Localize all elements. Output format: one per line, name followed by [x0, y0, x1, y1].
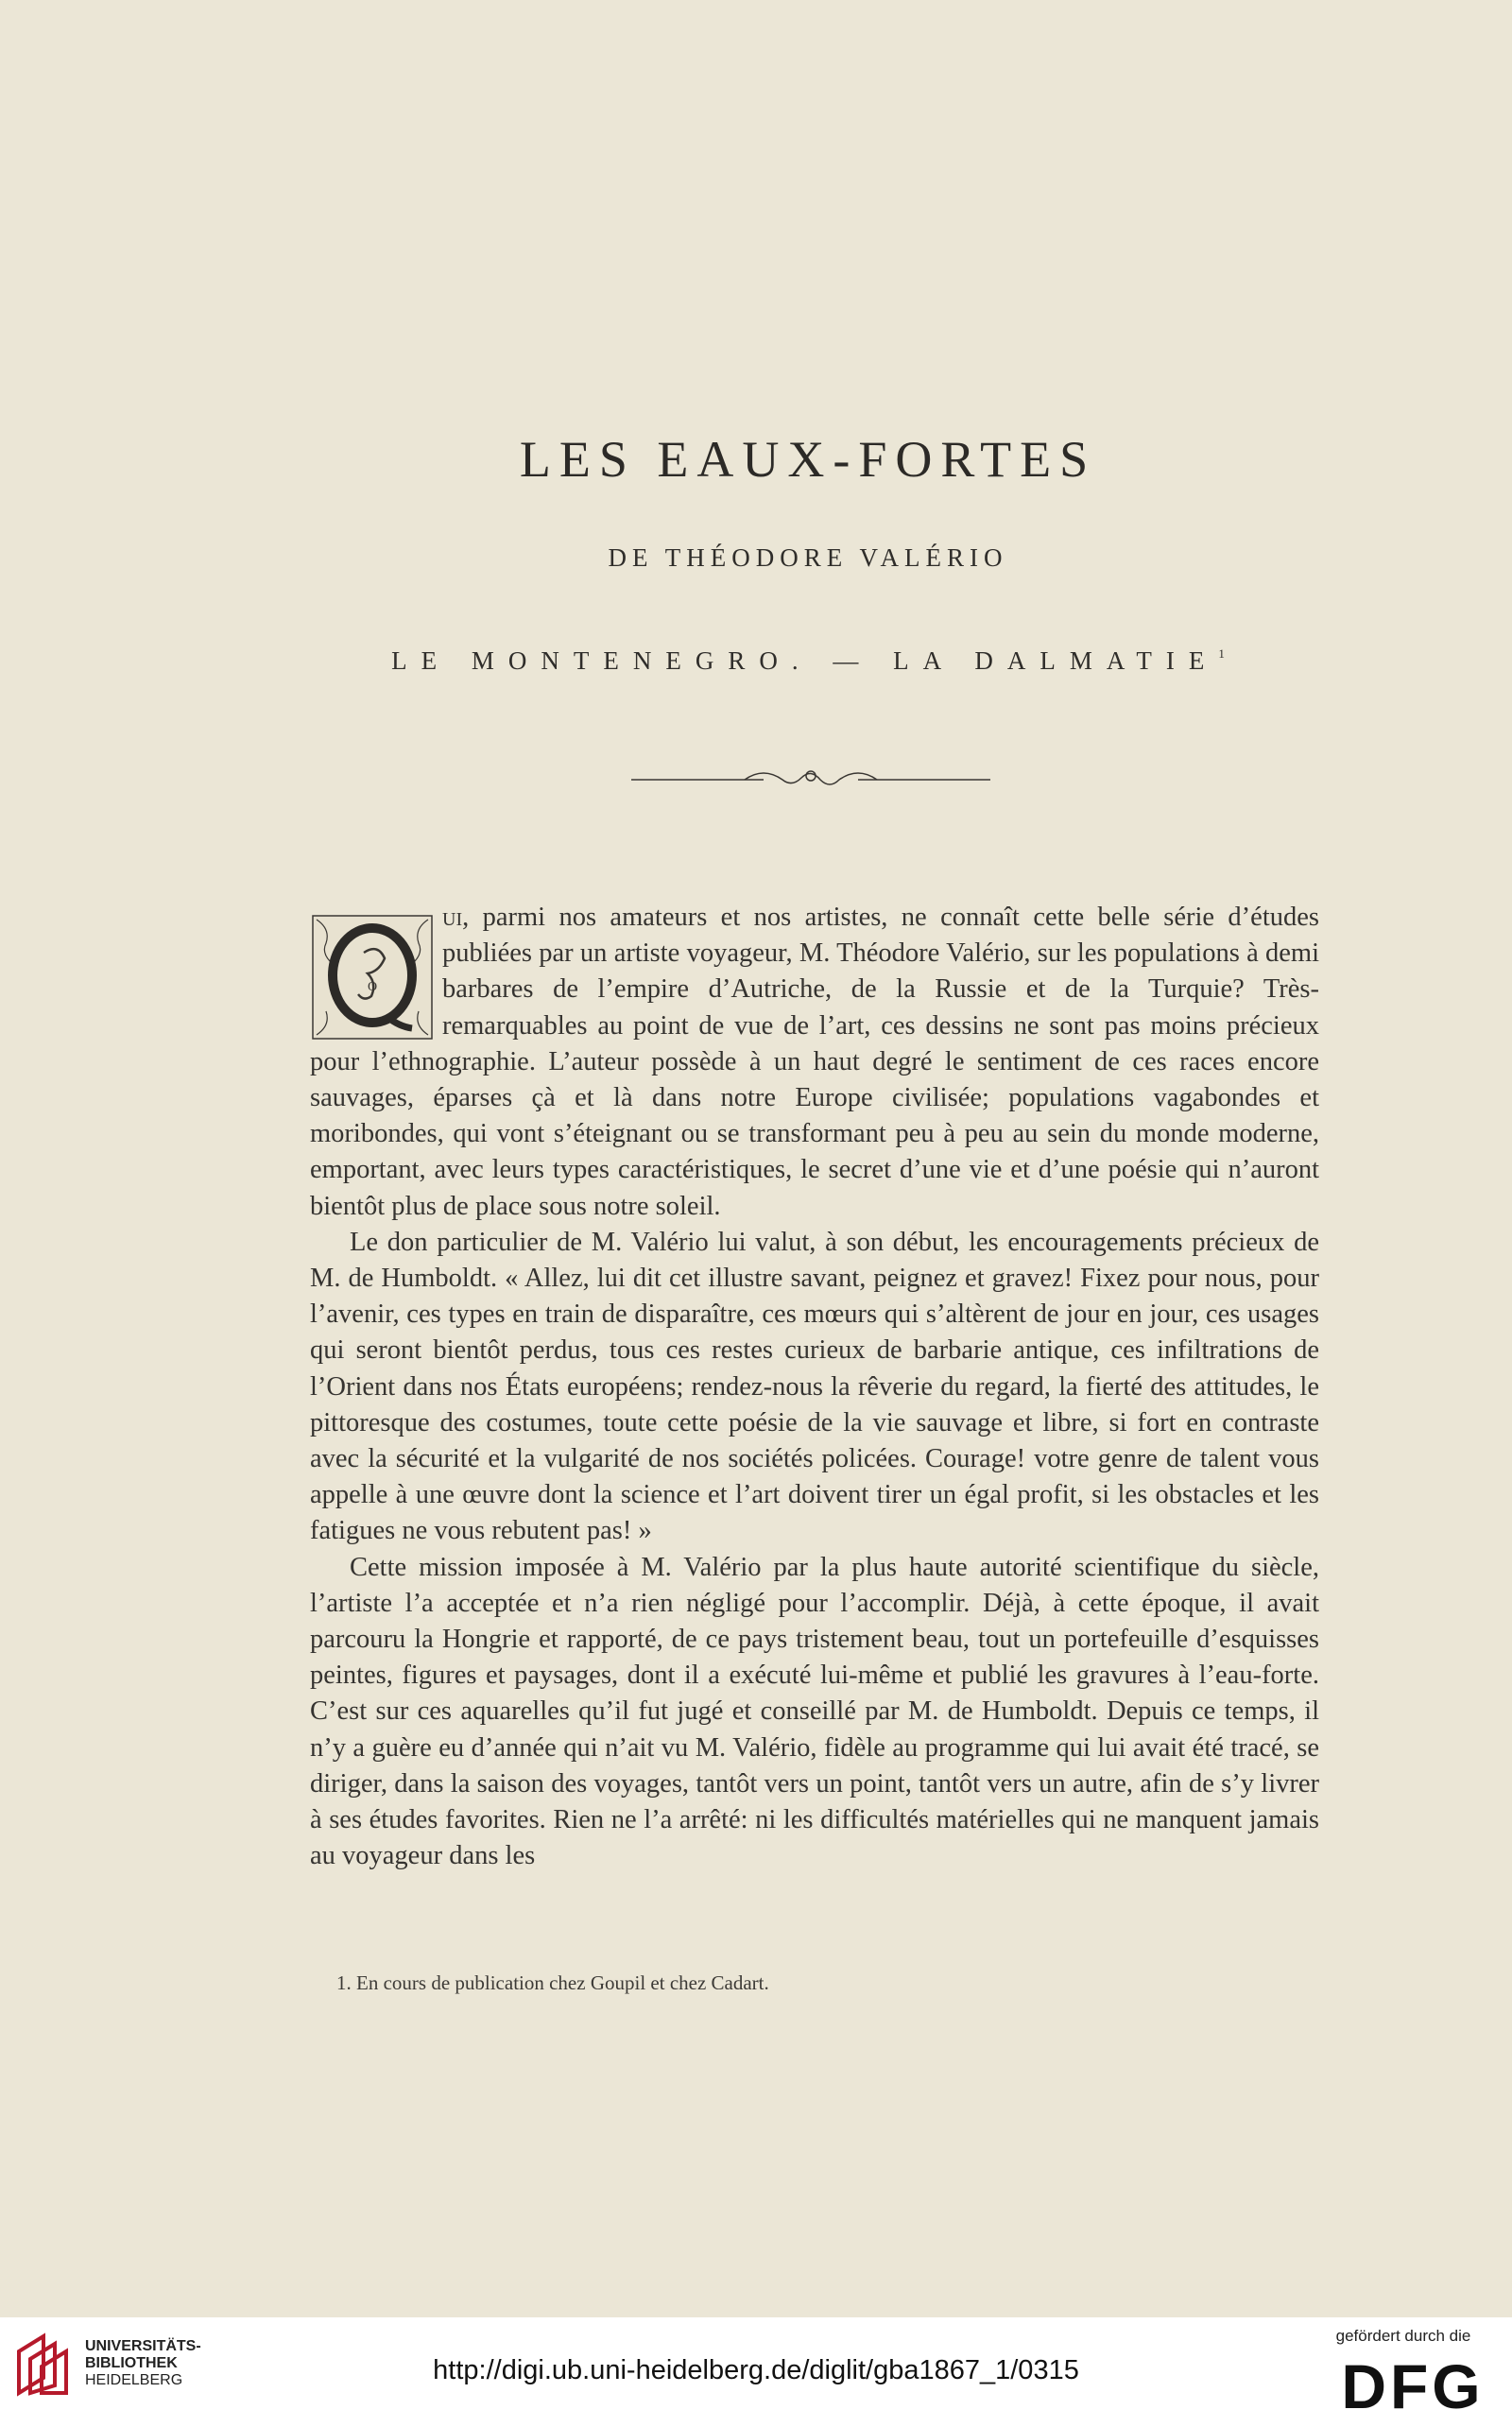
library-name-line-3: HEIDELBERG — [85, 2372, 183, 2388]
dfg-logo-icon — [1323, 2348, 1503, 2418]
article-body — [310, 900, 1319, 1874]
footnote: 1. En cours de publication chez Goupil et chez Cadart. — [336, 1971, 769, 1994]
paragraph-1-lead: ui — [442, 903, 463, 932]
paragraph-1-text: , parmi nos amateurs et nos artistes, ne connaît cette belle série d’études publiées par un artiste voyageur, M. Théodore Valério, sur les populations à demi barbares de l’empire d’Autriche, de la Russie et de la Turquie? Très-remarquables au point de vue de l’art, ces dessins ne sont pas moins précieux pour l’ethnographie. L’auteur possède à un haut degré le sentiment de ces races encore sauvages, éparses çà et là dans notre Europe civilisée; populations vagabondes et moribondes, qui vont s’éteignant ou se transformant peu à peu au sein du monde moderne, emportant, avec leurs types caractéristiques, le secret d’une vie et d’une poésie qui n’auront bientôt plus de place sous notre soleil. — [310, 903, 1319, 1221]
article-section-heading — [0, 646, 1512, 676]
funding-caption: gefördert durch die — [1335, 2327, 1471, 2345]
dfg-logo-text: DFG — [1341, 2351, 1485, 2418]
section-heading-text: LE MONTENEGRO. — LA DALMATIE — [391, 646, 1219, 675]
article-subtitle: DE THÉODORE VALÉRIO — [608, 543, 1008, 572]
library-name-line-2: BIBLIOTHEK — [85, 2355, 178, 2371]
ornament-divider-icon — [631, 761, 990, 799]
paragraph-1 — [310, 900, 1319, 1225]
paragraph-3: Cette mission imposée à M. Valério par la plus haute autorité scientifique du siècle, l’artiste l’a acceptée et n’a rien négligé pour l’accomplir. Déjà, à cette époque, il avait parcouru la Hongrie et rapporté, de ce pays tristement beau, tout un portefeuille d’esquisses peintes, figures et paysages, dont il a exécuté lui-même et publié les gravures à l’eau-forte. C’est sur ces aquarelles qu’il fut jugé et conseillé par M. de Humboldt. Depuis ce temps, il n’y a guère eu d’année qui n’ait vu M. Valério, fidèle au programme qui lui avait été tracé, se diriger, dans la saison des voyages, tantôt vers un point, tantôt vers un autre, afin de s’y livrer à ses études favorites. Rien ne l’a arrêté: ni les difficultés matérielles qui ne manquent jamais au voyageur dans les — [310, 1552, 1319, 1871]
permalink-url[interactable]: http://digi.ub.uni-heidelberg.de/diglit/gba1867_1/0315 — [433, 2355, 1079, 2385]
article-title: LES EAUX-FORTES — [519, 431, 1097, 488]
footnote-marker: 1 — [1218, 646, 1225, 661]
paragraph-2: Le don particulier de M. Valério lui valut, à son début, les encouragements précieux de M. de Humboldt. « Allez, lui dit cet illustre savant, peignez et gravez! Fixez pour nous, pour l’avenir, ces types en train de disparaître, ces mœurs qui s’altèrent de jour en jour, ces usages qui seront bientôt perdus, tous ces restes curieux de barbarie antique, ces infiltrations de l’Orient dans nos États européens; rendez-nous la rêverie du regard, la fierté des attitudes, le pittoresque des costumes, toute cette poésie de la vie sauvage et libre, si fort en contraste avec la sécurité et la vulgarité de nos sociétés policées. Courage! votre genre de talent vous appelle à une œuvre dont la science et l’art doivent tirer un égal profit, si les obstacles et les fatigues ne vous rebutent pas! » — [310, 1227, 1319, 1546]
dropcap-letter: O — [367, 980, 378, 994]
library-name-line-1: UNIVERSITÄTS- — [85, 2338, 201, 2354]
